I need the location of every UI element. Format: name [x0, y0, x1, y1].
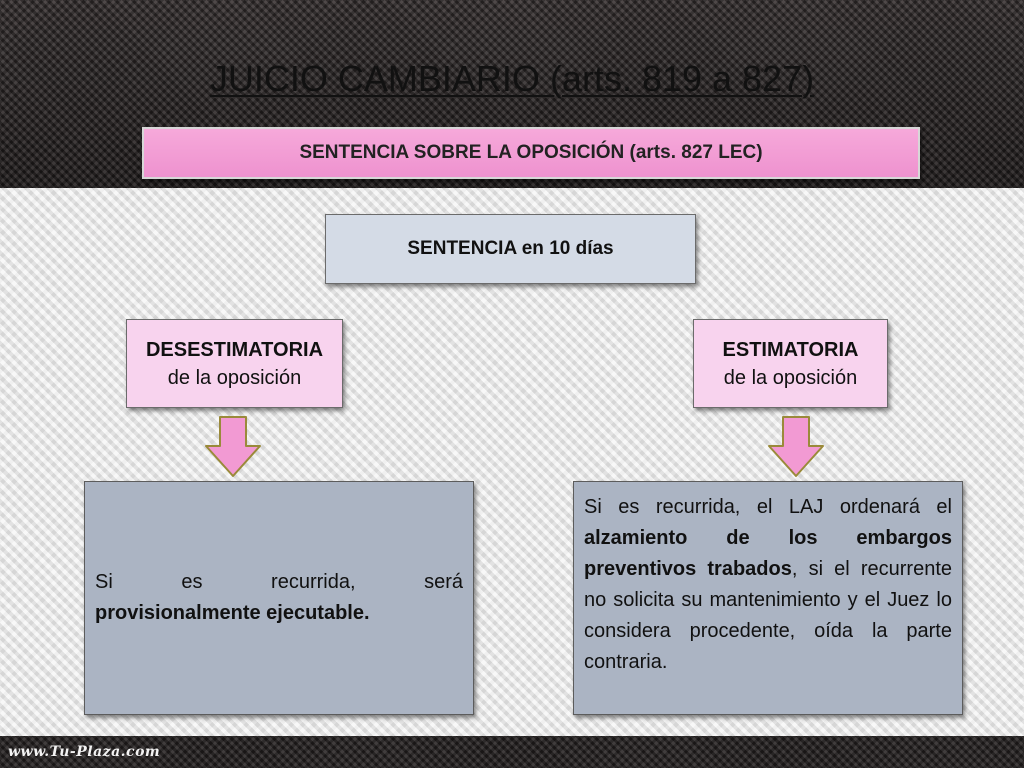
result-bold-text: alzamiento de los embargos preventivos trabados	[584, 527, 952, 580]
result-text-part: Si es recurrida, el LAJ ordenará el	[584, 496, 952, 518]
desestimatoria-subheading: de la oposición	[167, 366, 302, 389]
result-first-line	[95, 567, 463, 598]
result-bold-text: provisionalmente ejecutable.	[95, 602, 370, 624]
sentencia-text: SENTENCIA en 10 días	[407, 238, 614, 259]
down-arrow-icon	[767, 416, 825, 478]
result-word: es	[181, 571, 203, 593]
subtitle-text: SENTENCIA SOBRE LA OPOSICIÓN (arts. 827 LEC)	[299, 142, 763, 163]
sentencia-box	[325, 214, 696, 284]
estimatoria-heading: ESTIMATORIA	[722, 338, 859, 361]
result-text-part: , si el recurrente no solicita su mantenimiento y el Juez lo considera procedente, oída la parte contraria.	[584, 558, 952, 673]
desestimatoria-heading: DESESTIMATORIA	[145, 338, 324, 361]
estimatoria-box	[693, 319, 888, 408]
watermark-logo: www.Tu-Plaza.com	[8, 744, 161, 760]
desestimatoria-result	[84, 481, 474, 715]
result-word: será	[424, 571, 463, 593]
result-word: recurrida,	[271, 571, 356, 593]
down-arrow-icon	[204, 416, 262, 478]
desestimatoria-box	[126, 319, 343, 408]
slide-title: JUICIO CAMBIARIO (arts. 819 a 827)	[209, 58, 815, 99]
result-word: Si	[95, 571, 113, 593]
estimatoria-result	[573, 481, 963, 715]
estimatoria-subheading: de la oposición	[723, 366, 858, 389]
subtitle-banner	[142, 127, 920, 179]
